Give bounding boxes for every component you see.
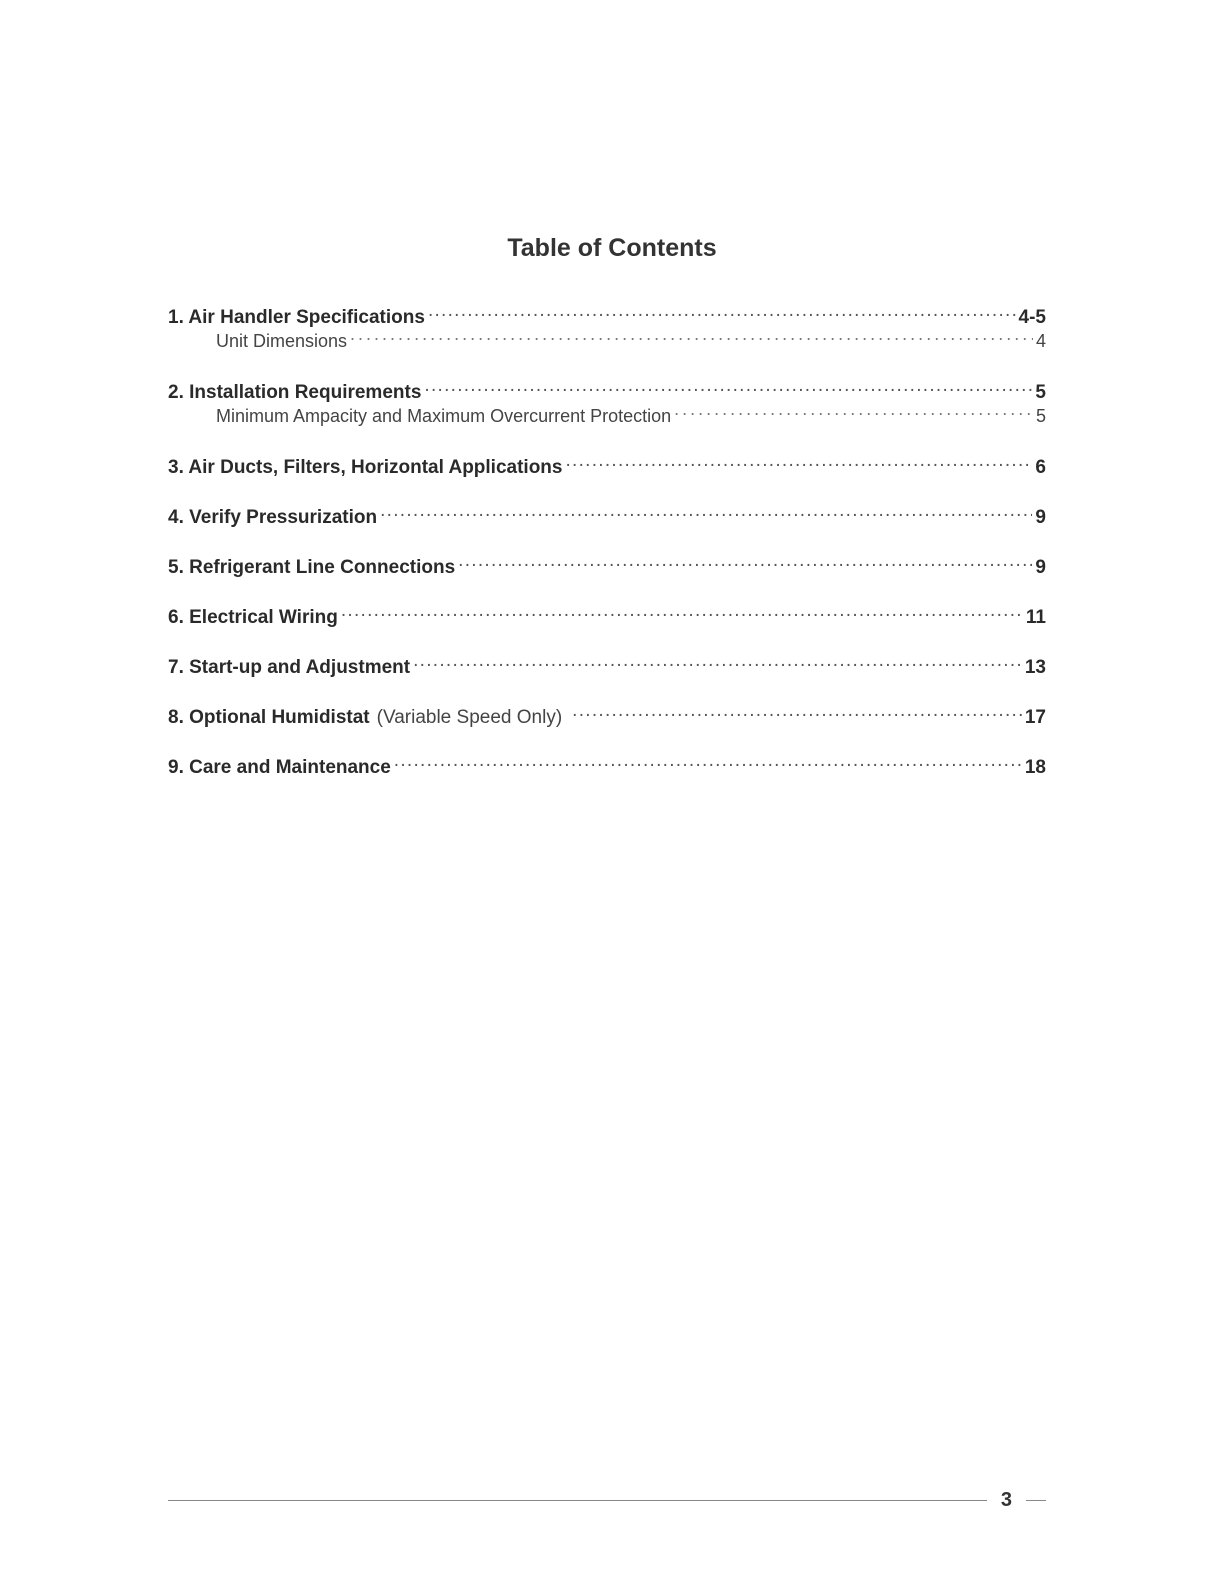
toc-item[interactable] [168,304,1046,329]
toc-item-page: 17 [1024,707,1046,728]
toc-subitem[interactable] [168,329,1046,354]
toc-item[interactable] [168,554,1046,579]
toc-item-page: 6 [1035,457,1046,478]
toc-entry [168,704,1046,729]
toc-entry [168,554,1046,579]
dot-leader [458,554,1032,573]
toc-item-label: 3. Air Ducts, Filters, Horizontal Applications [168,457,563,478]
toc-item-page: 13 [1024,657,1046,678]
dot-leader [424,379,1032,398]
toc-item-label: 5. Refrigerant Line Connections [168,557,456,578]
toc-entry [168,304,1046,354]
table-of-contents [168,304,1046,804]
toc-entry [168,504,1046,529]
toc-entry [168,379,1046,429]
toc-item-label: 4. Verify Pressurization [168,507,378,528]
toc-entry [168,454,1046,479]
toc-subitem-page: 4 [1035,331,1046,351]
toc-entry [168,654,1046,679]
toc-item-page: 9 [1035,557,1046,578]
dot-leader [572,704,1022,723]
page-footer [168,1487,1046,1513]
toc-entry [168,604,1046,629]
toc-item[interactable] [168,654,1046,679]
toc-item-label: 1. Air Handler Specifications [168,307,425,328]
toc-subitem[interactable] [168,404,1046,429]
toc-item-page: 5 [1035,382,1046,403]
toc-item[interactable] [168,504,1046,529]
toc-item[interactable] [168,454,1046,479]
toc-item-page: 18 [1024,757,1046,778]
dot-leader [380,504,1032,523]
toc-item-note: (Variable Speed Only) [376,707,563,728]
toc-item-page: 9 [1035,507,1046,528]
toc-item[interactable] [168,379,1046,404]
toc-item[interactable] [168,704,1046,729]
page-number: 3 [1000,1488,1012,1511]
footer-rule [168,1500,987,1501]
toc-subitem-page: 5 [1035,406,1046,426]
toc-item-label: 2. Installation Requirements [168,382,422,403]
toc-subitem-label: Unit Dimensions [216,331,348,351]
toc-item-label: 9. Care and Maintenance [168,757,391,778]
dot-leader [341,604,1023,623]
toc-item-label: 6. Electrical Wiring [168,607,338,628]
toc-item-label: 8. Optional Humidistat [168,707,370,728]
toc-item-page: 11 [1025,607,1046,628]
dot-leader [428,304,1016,323]
dot-leader [394,754,1022,773]
toc-item[interactable] [168,604,1046,629]
dot-leader [674,404,1033,422]
page-title: Table of Contents [507,234,717,262]
footer-rule [1026,1500,1046,1501]
toc-entry [168,754,1046,779]
toc-subitem-label: Minimum Ampacity and Maximum Overcurrent Protection [216,406,672,426]
dot-leader [350,329,1033,347]
toc-item[interactable] [168,754,1046,779]
dot-leader [413,654,1022,673]
toc-item-label: 7. Start-up and Adjustment [168,657,411,678]
dot-leader [565,454,1032,473]
toc-item-page: 4-5 [1018,307,1046,328]
